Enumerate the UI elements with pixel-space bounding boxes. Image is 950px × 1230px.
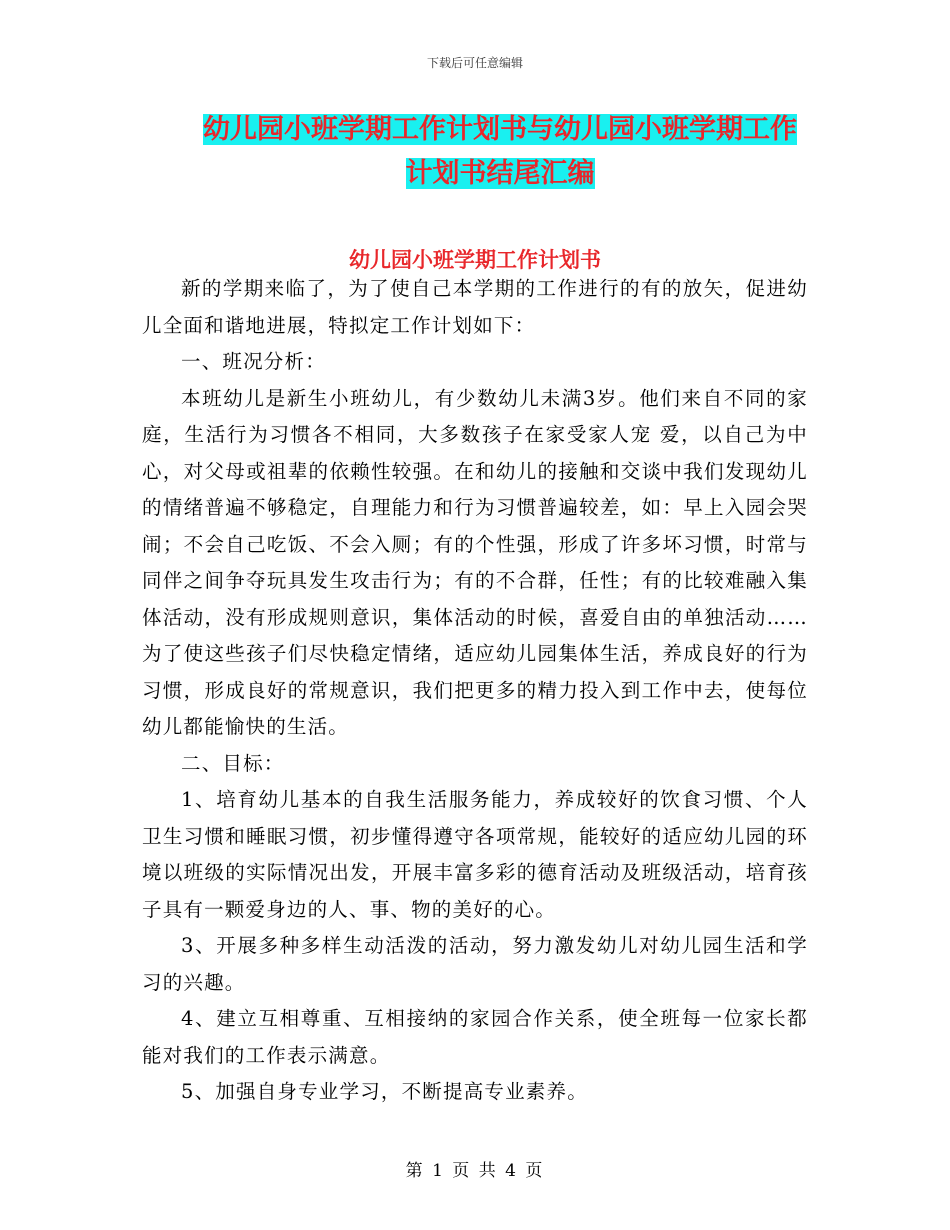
section-title: 幼儿园小班学期工作计划书 — [349, 247, 601, 272]
document-title — [190, 108, 810, 196]
page-number-footer: 第 1 页 共 4 页 — [405, 1161, 545, 1181]
paragraph: 5、加强自身专业学习，不断提高专业素养。 — [181, 1080, 588, 1103]
paragraph: 本班幼儿是新生小班幼儿，有少数幼儿未满3岁。他们来自不同的家庭，生活行为习惯各不相同，大多数孩子在家受家人宠 爱，以自己为中心，对父母或祖辈的依赖性较强。在和幼儿的接触和交谈中我们发现幼儿的情绪普遍不够稳定，自理能力和行为习惯普遍较差，如：早上入园会哭闹；不会自己吃饭、不会入厕；有的个性强，形成了许多坏习惯，时常与同伴之间争夺玩具发生攻击行为；有的不合群，任性；有的比较难融入集体活动，没有形成规则意识，集体活动的时候，喜爱自由的单独活动……为了使这些孩子们尽快稳定情绪，适应幼儿园集体生活，养成良好的行为习惯，形成良好的常规意识，我们把更多的精力投入到工作中去，使每位幼儿都能愉快的生活。 — [142, 386, 808, 738]
paragraph: 新的学期来临了，为了使自己本学期的工作进行的有的放矢，促进幼儿全面和谐地进展，特拟定工作计划如下： — [142, 277, 808, 337]
document-body — [142, 271, 808, 1111]
paragraph: 4、建立互相尊重、互相接纳的家园合作关系，使全班每一位家长都能对我们的工作表示满意。 — [142, 1007, 808, 1067]
paragraph: 1、培育幼儿基本的自我生活服务能力，养成较好的饮食习惯、个人卫生习惯和睡眠习惯，初步懂得遵守各项常规，能较好的适应幼儿园的环境以班级的实际情况出发，开展丰富多彩的德育活动及班级活动，培育孩子具有一颗爱身边的人、事、物的美好的心。 — [142, 788, 808, 921]
header-note: 下载后可任意编辑 — [426, 56, 523, 70]
document-title-text: 幼儿园小班学期工作计划书与幼儿园小班学期工作计划书结尾汇编 — [203, 114, 797, 189]
paragraph: 二、目标： — [181, 751, 285, 775]
paragraph: 3、开展多种多样生动活泼的活动，努力激发幼儿对幼儿园生活和学习的兴趣。 — [142, 934, 808, 994]
paragraph: 一、班况分析： — [181, 350, 326, 373]
